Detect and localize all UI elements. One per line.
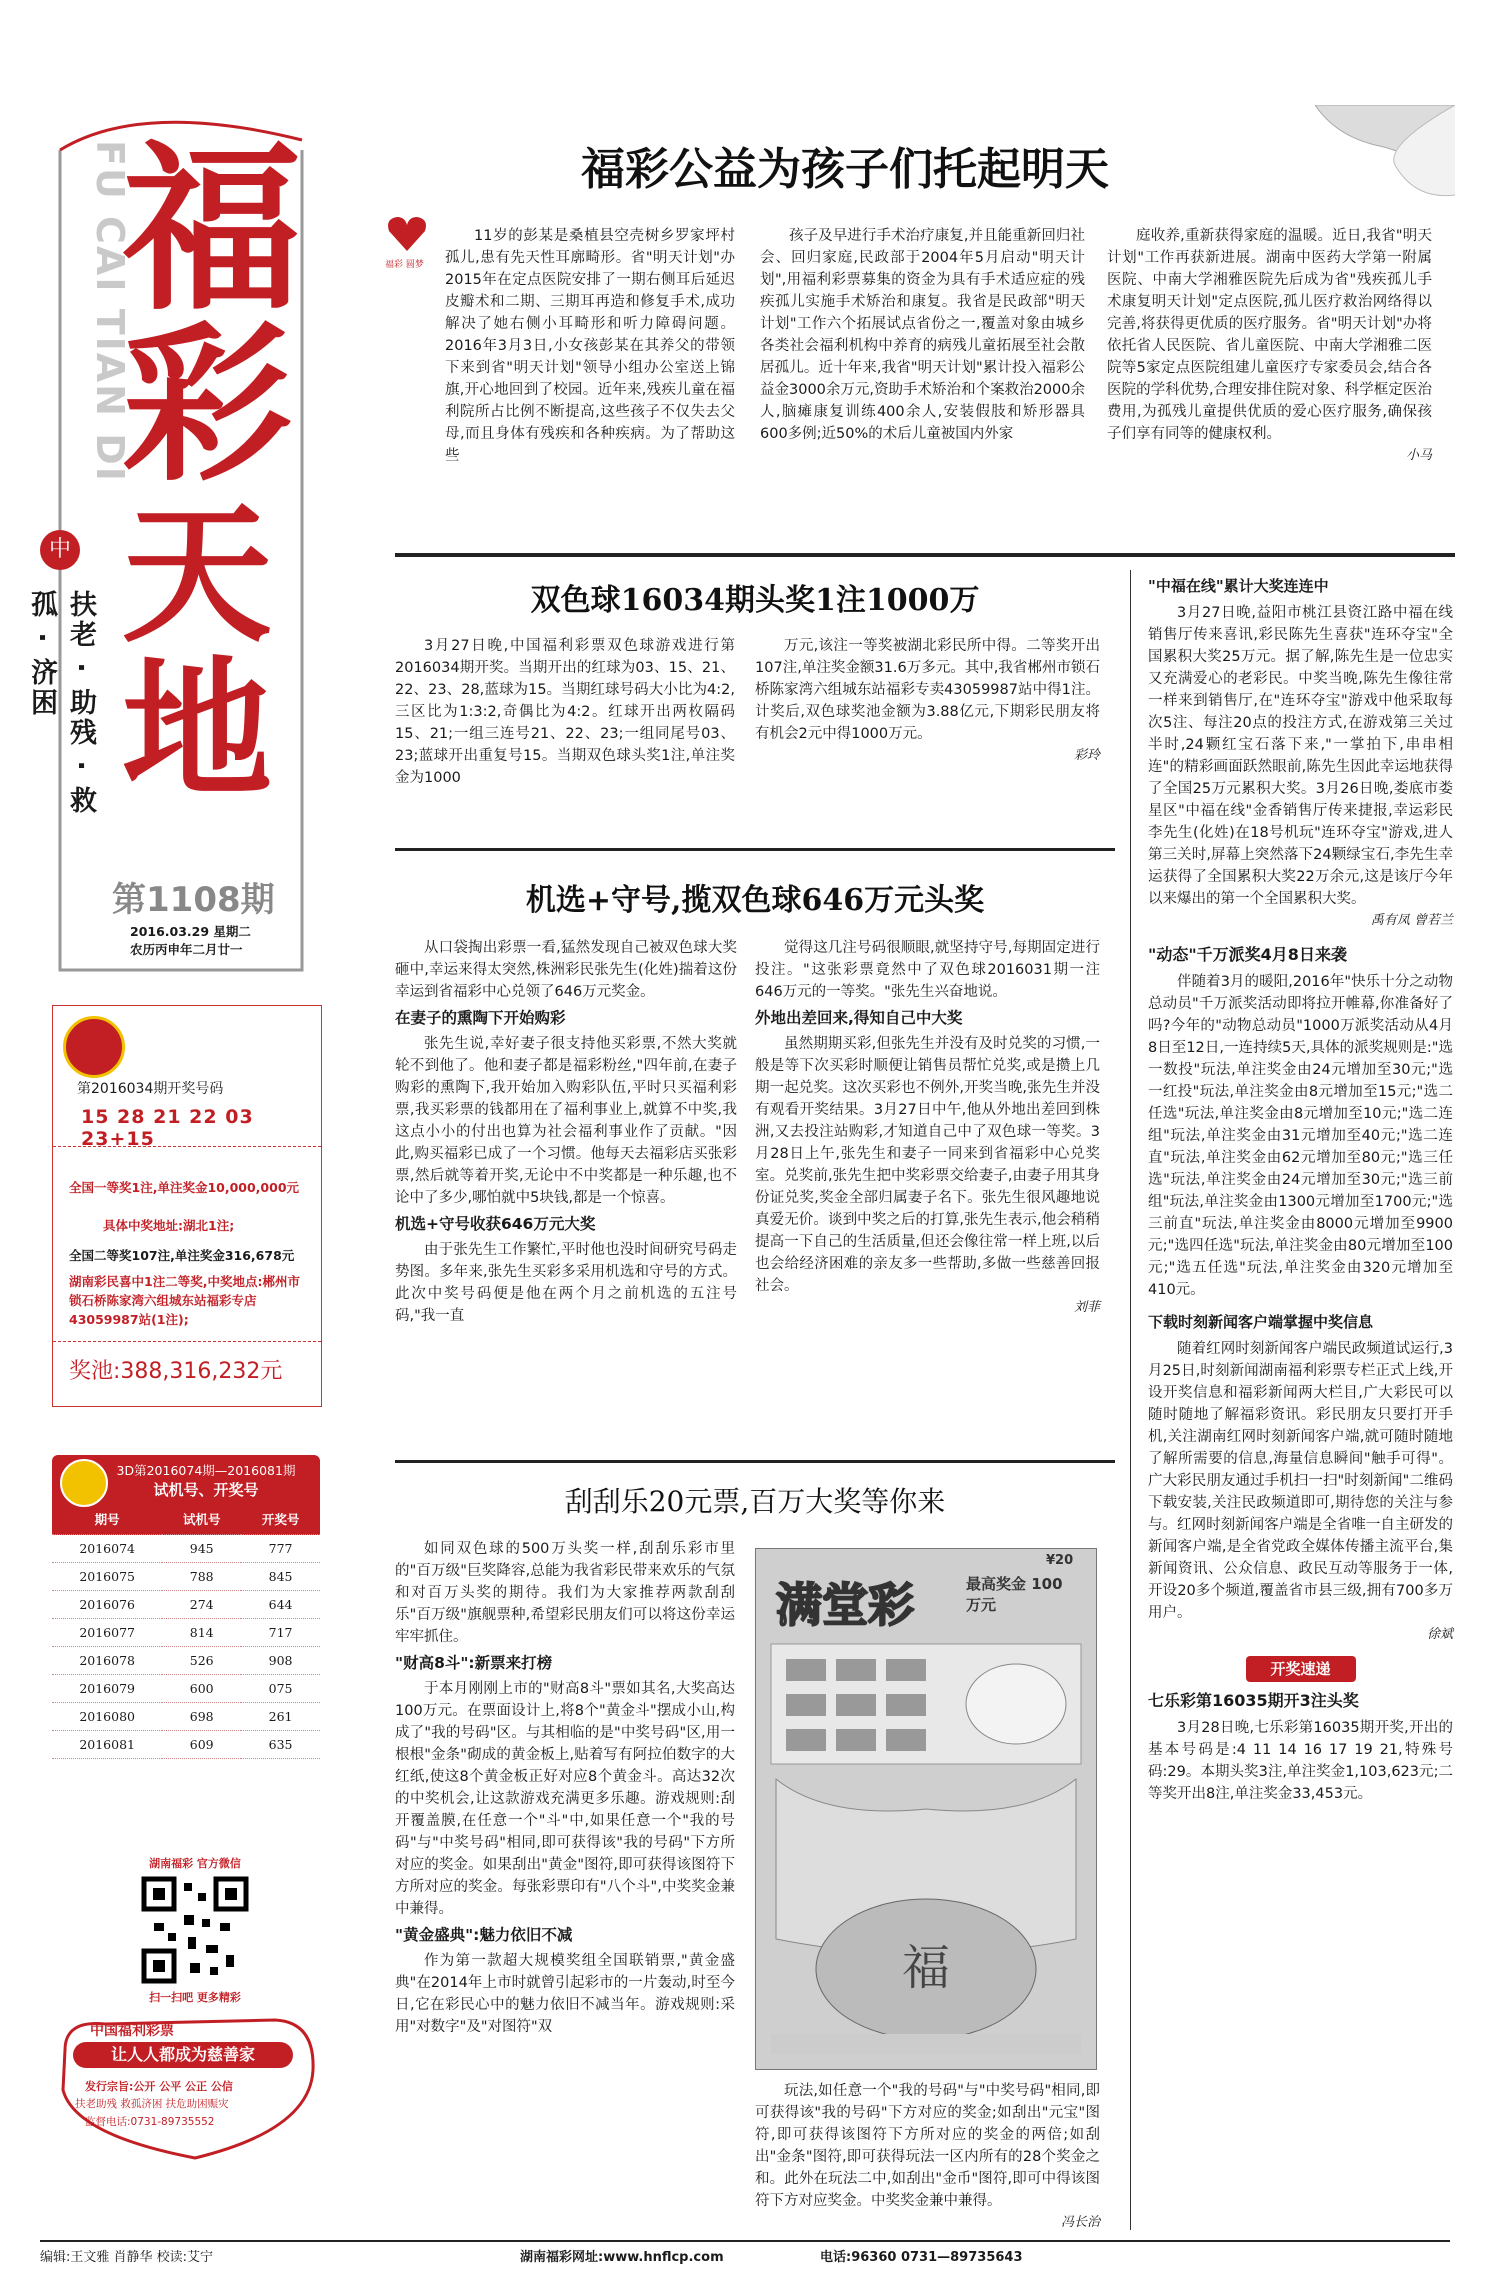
table-row — [52, 1619, 320, 1647]
svg-text:福: 福 — [901, 1940, 951, 1996]
article-byline: 刘菲 — [1073, 1300, 1100, 1315]
table-cell: 644 — [241, 1591, 320, 1619]
qr-code-icon[interactable] — [140, 1875, 250, 1985]
d3-header-line2: 试机号、开奖号 — [153, 1481, 259, 1499]
article-subheading: "财高8斗":新票来打榜 — [395, 1654, 553, 1672]
article-scratch-tickets — [395, 1480, 1115, 2230]
promo-line1: 发行宗旨:公开 公平 公正 公信 — [85, 2080, 233, 2093]
table-cell: 698 — [162, 1703, 241, 1731]
divider — [395, 1460, 1115, 1463]
qr-bottom-label: 扫一扫吧 更多精彩 — [149, 1991, 241, 2004]
d3-table — [52, 1504, 320, 1759]
d3-table-header-row — [52, 1504, 320, 1535]
article-646-winner — [395, 875, 1115, 1455]
ticket-prize: 最高奖金 100万元 — [966, 1575, 1063, 1614]
article-paragraph: 由于张先生工作繁忙,平时他也没时间研究号码走势图。多年来,张先生买彩多采用机选和守号的方式。此次中奖号码便是他在两个月之前机选的五注号码,"我一直 — [395, 1242, 737, 1324]
masthead-char-di: 地 — [122, 642, 273, 818]
table-cell: 274 — [162, 1591, 241, 1619]
article-paragraph: 孩子及早进行手术治疗康复,并且能重新回归社会、回归家庭,民政部于2004年5月启动"明天计划",用福利彩票募集的资金为具有手术适应症的残疾孤儿实施手术矫治和康复。我省是民政部"明天计划"工作六个拓展试点省份之一,覆盖对象由城乡各类社会福利机构中养育的病残儿童拓展至社会散居孤儿。近十年来,我省"明天计划"累计投入福彩公益金3000余万元,资助手术矫治和个案救治2000余人,脑瘫康复训练400余人,安装假肢和矫形器具600多例;近50%的术后儿童被国内外家 — [760, 228, 1085, 442]
draw-first-prize: 全国一等奖1注,单注奖金10,000,000元 — [69, 1180, 300, 1195]
d3-col-test: 试机号 — [162, 1504, 241, 1535]
article-charity — [385, 105, 1455, 545]
news-body-zhongfu — [1148, 602, 1453, 932]
article-scratch-col2 — [755, 2080, 1100, 2234]
article-646-headline: 机选+守号,揽双色球646万元头奖 — [525, 883, 985, 918]
table-cell: 2016080 — [52, 1703, 162, 1731]
article-646-col1 — [395, 937, 737, 1327]
table-cell: 2016077 — [52, 1619, 162, 1647]
article-byline: 禹有凤 曾若兰 — [1370, 913, 1453, 928]
page-curl-icon — [1315, 105, 1455, 205]
column-divider — [1130, 570, 1131, 2230]
d3-logo-icon — [60, 1459, 108, 1507]
article-paragraph: 庭收养,重新获得家庭的温暖。近日,我省"明天计划"工作再获新进展。湖南中医药大学第一附属医院、中南大学湘雅医院先后成为省"残疾孤儿手术康复明天计划"定点医院,孤儿医疗救治网络得以完善,将获得更优质的医疗服务。省"明天计划"办将依托省人民医院、省儿童医院、中南大学湘雅二医院等5家定点医院组建儿童医疗专家委员会,结合各医院的学科优势,合理安排住院对象、科学框定医治费用,为孤残儿童提供优质的爱心医疗服务,确保孩子们享有同等的健康权利。 — [1107, 228, 1432, 442]
table-cell: 845 — [241, 1563, 320, 1591]
article-ssq-col1 — [395, 635, 735, 789]
divider — [395, 553, 1455, 557]
news-headline-dongtai: "动态"千万派奖4月8日来袭 — [1148, 945, 1347, 964]
table-row — [52, 1647, 320, 1675]
draw-second-prize-location: 湖南彩民喜中1注二等奖,中奖地点:郴州市锁石桥陈家湾六组城东站福彩专店43059987站(1注); — [69, 1274, 300, 1327]
article-subheading: "黄金盛典":魅力依旧不减 — [395, 1926, 573, 1944]
news-headline-zhongfu: "中福在线"累计大奖连连中 — [1148, 577, 1329, 595]
article-paragraph: 伴随着3月的暖阳,2016年"快乐十分之动物总动员"千万派奖活动即将拉开帷幕,你准备好了吗?今年的"动物总动员"1000万派奖活动从4月8日至12日,一连持续5天,具体的派奖规则是:"选一数投"玩法,单注奖金由24元增加至30元;"选一红投"玩法,单注奖金由8元增加至15元;"选二任选"玩法,单注奖金由8元增加至10元;"选二连组"玩法,单注奖金由31元增加至40元;"选二连直"玩法,单注奖金由62元增加至80元;"选三任选"玩法,单注奖金由24元增加至30元;"选三前组"玩法,单注奖金由1300元增加至1700元;"选三前直"玩法,单注奖金由8000元增加至9900元;"选四任选"玩法,单注奖金由80元增加至100元;"选五任选"玩法,单注奖金由320元增加至410元。 — [1148, 974, 1453, 1298]
masthead-pinyin: FU CAI TIAN DI — [88, 140, 132, 483]
promo-hotline: 监督电话:0731-89735552 — [85, 2116, 215, 2128]
double-color-ball-logo-icon — [63, 1016, 125, 1078]
ticket-title: 满堂彩 — [776, 1578, 914, 1632]
article-paragraph: 玩法,如任意一个"我的号码"与"中奖号码"相同,即可获得该"我的号码"下方对应的奖金;如刮出"元宝"图符,即可获得该图符下方所对应的奖金的两倍;如刮出"金条"图符,即可获得玩法一区内所有的28个奖金之和。此外在玩法二中,如刮出"金币"图符,即可中得该图符下方对应奖金。中奖奖金兼中兼得。 — [755, 2083, 1100, 2209]
divider — [395, 848, 1115, 851]
promo-line2: 扶老助残 救孤济困 扶危助困赈灾 — [75, 2098, 229, 2110]
masthead-char-fu: 福 — [122, 124, 303, 335]
table-cell: 635 — [241, 1731, 320, 1759]
qr-top-label: 湖南福彩 官方微信 — [149, 1857, 241, 1870]
article-paragraph: 随着红网时刻新闻客户端民政频道试运行,3月25日,时刻新闻湖南福利彩票专栏正式上线,开设开奖信息和福彩新闻两大栏目,广大彩民可以随时随地了解福彩资讯。彩民朋友只要打开手机,关注湖南红网时刻新闻客户端,就可随时随地了解所需要的信息,海量信息瞬间"触手可得"。广大彩民朋友通过手机扫一扫"时刻新闻"二维码下载安装,关注民政频道即可,期待您的关注与参与。红网时刻新闻客户端是全省唯一自主研发的新闻客户端,是全省党政全媒体传播主流平台,集新闻资讯、公众信息、政民互动等服务于一体,开设20多个频道,覆盖省市县三级,拥有700多万用户。 — [1148, 1341, 1453, 1621]
table-row — [52, 1535, 320, 1563]
table-cell: 075 — [241, 1675, 320, 1703]
table-row — [52, 1563, 320, 1591]
table-cell: 526 — [162, 1647, 241, 1675]
article-charity-headline: 福彩公益为孩子们托起明天 — [581, 144, 1109, 195]
issue-date: 2016.03.29 星期二 — [130, 924, 251, 939]
issue-lunar-date: 农历丙申年二月廿一 — [130, 942, 243, 957]
article-ssq-draw — [395, 575, 1115, 835]
footer-website[interactable]: 湖南福彩网址:www.hnflcp.com — [520, 2250, 724, 2265]
promo-box — [45, 2010, 325, 2160]
article-paragraph: 3月27日晚,中国福利彩票双色球游戏进行第2016034期开奖。当期开出的红球为03、15、21、22、23、28,蓝球为15。当期红球号码大小比为4:2,三区比为1:3:2,奇偶比为4:2。红球开出两枚隔码15、21;一组三连号21、22、23;一组同尾号03、23;蓝球开出重复号15。当期双色球头奖1注,单注奖金为1000 — [395, 638, 735, 786]
article-byline: 小马 — [1405, 448, 1432, 463]
article-paragraph: 作为第一款超大规模奖组全国联销票,"黄金盛典"在2014年上市时就曾引起彩市的一片轰动,时至今日,它在彩民心中的魅力依旧不减当年。游戏规则:采用"对数字"及"对图符"双 — [395, 1953, 735, 2035]
draw-result-box — [52, 1005, 322, 1407]
article-scratch-col1 — [395, 1538, 735, 2038]
article-paragraph: 于本月刚刚上市的"财高8斗"票如其名,大奖高达100万元。在票面设计上,将8个"黄金斗"摆成小山,构成了"我的号码"区。与其相临的是"中奖号码"区,用一根根"金条"砌成的黄金板上,贴着写有阿拉伯数字的大红纸,使这8个黄金板正好对应8个黄金斗。高达32次的中奖机会,让这款游戏充满更多乐趣。游戏规则:刮开覆盖膜,在任意一个"斗"中,如果任意一个"我的号码"与"中奖号码"相同,即可获得该"我的号码"下方所对应的奖金。如果刮出"黄金"图符,即可获得该图符下方所对应的奖金。每张彩票印有"八个斗",中奖奖金兼中兼得。 — [395, 1681, 735, 1917]
table-cell: 261 — [241, 1703, 320, 1731]
masthead-slogan: 扶老 · 助残 · 救孤 · 济困 — [26, 590, 96, 817]
express-badge: 开奖速递 — [1246, 1656, 1356, 1682]
d3-results-box — [52, 1455, 320, 1800]
draw-title: 第2016034期开奖号码 — [77, 1081, 224, 1097]
right-news-column — [1148, 575, 1453, 2235]
ticket-price: ¥20 — [1046, 1553, 1074, 1568]
d3-col-issue: 期号 — [52, 1504, 162, 1535]
article-subheading: 机选+守号收获646万元大奖 — [395, 1215, 596, 1233]
table-cell: 908 — [241, 1647, 320, 1675]
table-cell: 717 — [241, 1619, 320, 1647]
article-paragraph: 11岁的彭某是桑植县空壳树乡罗家坪村孤儿,患有先天性耳廓畸形。省"明天计划"办2015年在定点医院安排了一期右侧耳后延迟皮瓣术和二期、三期耳再造和修复手术,成功解决了她右侧小耳畸形和听力障碍问题。2016年3月3日,小女孩彭某在其养父的带领下来到省"明天计划"领导小组办公室送上锦旗,开心地回到了校园。近年来,残疾儿童在福利院所占比例不断提高,这些孩子不仅失去父母,而且身体有残疾和各种疾病。为了帮助这些 — [445, 228, 735, 464]
article-paragraph: 如同双色球的500万头奖一样,刮刮乐彩市里的"百万级"巨奖降容,总能为我省彩民带来欢乐的气氛和对百万头奖的期待。我们为大家推荐两款刮刮乐"百万级"旗舰票种,希望彩民朋友们可以将这份幸运牢牢抓住。 — [395, 1541, 735, 1645]
article-charity-col3 — [1107, 225, 1432, 467]
article-byline: 徐斌 — [1426, 1627, 1453, 1642]
article-paragraph: 从口袋掏出彩票一看,猛然发现自己被双色球大奖砸中,幸运来得太突然,株洲彩民张先生(化姓)揣着这份幸运到省福彩中心兑领了646万元奖金。 — [395, 940, 737, 1000]
masthead-char-tian: 天 — [122, 487, 273, 663]
article-paragraph: 觉得这几注号码很顺眼,就坚持守号,每期固定进行投注。"这张彩票竟然中了双色球2016031期一注646万元的一等奖。"张先生兴奋地说。 — [755, 940, 1100, 1000]
charity-logo-icon — [385, 213, 441, 269]
draw-numbers: 15 28 21 22 03 23+15 — [81, 1106, 254, 1150]
news-body-qilecai — [1148, 1717, 1453, 1805]
page-footer — [40, 2240, 1450, 2266]
d3-col-draw: 开奖号 — [241, 1504, 320, 1535]
table-cell: 814 — [162, 1619, 241, 1647]
table-row — [52, 1675, 320, 1703]
news-headline-app: 下载时刻新闻客户端掌握中奖信息 — [1148, 1313, 1374, 1331]
masthead-char-cai: 彩 — [122, 305, 293, 505]
news-headline-qilecai: 七乐彩第16035期开3注头奖 — [1148, 1691, 1359, 1710]
d3-header-line1: 3D第2016074期—2016081期 — [116, 1463, 296, 1478]
table-row — [52, 1591, 320, 1619]
draw-second-prize: 全国二等奖107注,单注奖金316,678元 — [69, 1248, 295, 1263]
news-body-app — [1148, 1338, 1453, 1646]
promo-org: 中国福利彩票 — [90, 2023, 174, 2039]
charity-logo-text: 福彩 圆梦 — [385, 260, 424, 270]
lottery-logo-icon: 中 — [40, 530, 80, 570]
table-cell: 777 — [241, 1535, 320, 1563]
issue-number: 第1108期 — [112, 880, 275, 920]
article-paragraph: 3月28日晚,七乐彩第16035期开奖,开出的基本号码是:4 11 14 16 17 19 21,特殊号码:29。本期头奖3注,单注奖金1,103,623元;二等奖开出8注,单注奖金33,453元。 — [1148, 1720, 1453, 1802]
article-charity-col1 — [445, 225, 735, 467]
article-scratch-headline: 刮刮乐20元票,百万大奖等你来 — [564, 1485, 946, 1518]
table-cell: 945 — [162, 1535, 241, 1563]
article-byline: 彩玲 — [1073, 748, 1100, 763]
article-paragraph: 万元,该注一等奖被湖北彩民所中得。二等奖开出107注,单注奖金额31.6万多元。其中,我省郴州市锁石桥陈家湾六组城东站福彩专卖43059987站中得1注。计奖后,双色球奖池金额为3.88亿元,下期彩民朋友将有机会2元中得1000万元。 — [755, 638, 1100, 742]
qr-box — [120, 1855, 270, 2005]
article-paragraph: 虽然期期买彩,但张先生并没有及时兑奖的习惯,一般是等下次买彩时顺便让销售员帮忙兑奖,或是攒上几期一起兑奖。这次买彩也不例外,开奖当晚,张先生并没有观看开奖结果。3月27日中午,他从外地出差回到株洲,又去投注站购彩,才知道自己中了双色球一等奖。3月28日上午,张先生和妻子一同来到省福彩中心兑奖室。兑奖前,张先生把中奖彩票交给妻子,由妻子用其身份证兑奖,奖金全部归属妻子名下。张先生很风趣地说真爱无价。谈到中奖之后的打算,张先生表示,他会稍稍提高一下自己的生活质量,但还会像往常一样上班,以后也会给经济困难的亲友多一些帮助,多做一些慈善回报社会。 — [755, 1036, 1100, 1294]
table-cell: 2016079 — [52, 1675, 162, 1703]
table-cell: 609 — [162, 1731, 241, 1759]
article-subheading: 外地出差回来,得知自己中大奖 — [755, 1009, 963, 1027]
footer-phone: 电话:96360 0731—89735643 — [820, 2250, 1023, 2265]
article-ssq-headline: 双色球16034期头奖1注1000万 — [530, 583, 980, 618]
article-paragraph: 张先生说,幸好妻子很支持他买彩票,不然大奖就轮不到他了。他和妻子都是福彩粉丝,"四年前,在妻子购彩的熏陶下,我开始加入购彩队伍,平时只买福利彩票,我买彩票的钱都用在了福利事业上,就算不中奖,我这点小小的付出也算为社会福利事业作了贡献。"因此,购买福彩已成了一个习惯。他每天去福彩店买张彩票,然后就等着开奖,无论中不中奖都是一种乐趣,也不论中了多少,哪怕就中5块钱,都是一个惊喜。 — [395, 1036, 737, 1206]
table-cell: 2016075 — [52, 1563, 162, 1591]
table-cell: 2016081 — [52, 1731, 162, 1759]
article-charity-col2 — [760, 225, 1085, 445]
table-row — [52, 1731, 320, 1759]
article-paragraph: 3月27日晚,益阳市桃江县资江路中福在线销售厅传来喜讯,彩民陈先生喜获"连环夺宝"全国累积大奖25万元。据了解,陈先生是一位忠实又充满爱心的老彩民。中奖当晚,陈先生像往常一样来到销售厅,在"连环夺宝"游戏中他采取每次5注、每注20点的投注方式,在游戏第三关过半时,24颗红宝石落下来,"一掌拍下,串串相连"的精彩画面跃然眼前,陈先生因此幸运地获得了全国25万元累积大奖。3月26日晚,娄底市娄星区"中福在线"金香销售厅传来捷报,幸运彩民李先生(化姓)在18号机玩"连环夺宝"游戏,进人第三关时,屏幕上突然落下24颗绿宝石,李先生幸运获得了全国累积大奖22万余元,这是该厅今年以来爆出的第一个全国累积大奖。 — [1148, 605, 1453, 907]
table-cell: 600 — [162, 1675, 241, 1703]
table-row — [52, 1703, 320, 1731]
table-cell: 788 — [162, 1563, 241, 1591]
scratch-ticket-image — [755, 1548, 1097, 2070]
article-byline: 冯长治 — [1060, 2215, 1100, 2230]
article-646-col2 — [755, 937, 1100, 1319]
table-cell: 2016076 — [52, 1591, 162, 1619]
article-ssq-col2 — [755, 635, 1100, 767]
article-subheading: 在妻子的熏陶下开始购彩 — [395, 1009, 566, 1027]
table-cell: 2016078 — [52, 1647, 162, 1675]
news-body-dongtai — [1148, 971, 1453, 1301]
footer-editors: 编辑:王文雅 肖静华 校读:艾宁 — [40, 2250, 214, 2265]
draw-first-prize-location: 具体中奖地址:湖北1注; — [103, 1218, 235, 1233]
ticket-artwork — [766, 1639, 1086, 2059]
masthead — [26, 110, 312, 980]
table-cell: 2016074 — [52, 1535, 162, 1563]
promo-slogan: 让人人都成为慈善家 — [73, 2042, 293, 2068]
jackpot-amount: 奖池:388,316,232元 — [69, 1359, 283, 1384]
